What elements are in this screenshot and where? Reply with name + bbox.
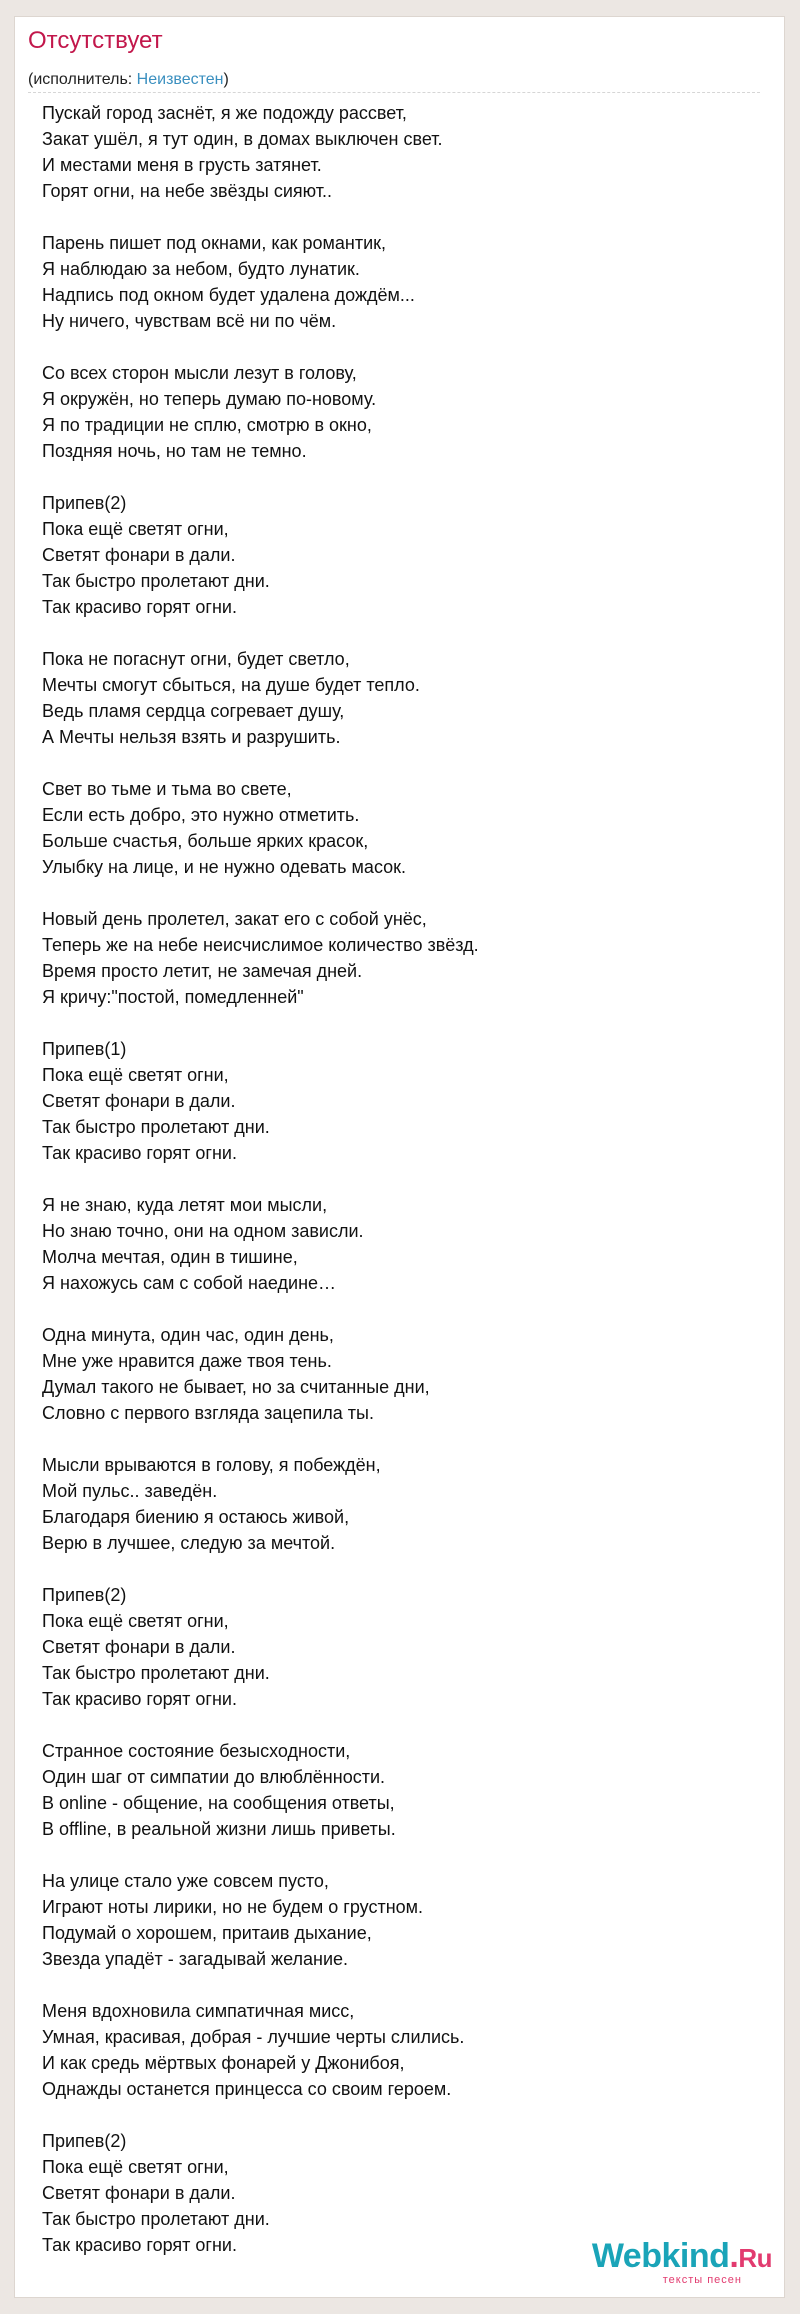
lyrics-line: Думал такого не бывает, но за считанные дни, [42, 1377, 430, 1397]
lyrics-line: Но знаю точно, они на одном зависли. [42, 1221, 364, 1241]
lyrics-line: Я кричу:"постой, помедленней" [42, 987, 304, 1007]
lyrics-line: Молча мечтая, один в тишине, [42, 1247, 298, 1267]
artist-suffix: ) [223, 71, 229, 88]
lyrics-line: Мой пульс.. заведён. [42, 1481, 218, 1501]
lyrics-stanza [42, 1452, 762, 1556]
lyrics-line: Припев(2) [42, 1585, 127, 1605]
lyrics-stanza [42, 646, 762, 750]
lyrics-stanza [42, 360, 762, 464]
logo-dot: . [729, 2237, 739, 2275]
lyrics-stanza [42, 906, 762, 1010]
lyrics-line: Припев(1) [42, 1039, 127, 1059]
lyrics-line: Так красиво горят огни. [42, 597, 237, 617]
lyrics-stanza [42, 1192, 762, 1296]
lyrics-line: Пока ещё светят огни, [42, 1611, 229, 1631]
logo-tld: Ru [738, 2243, 772, 2273]
lyrics-stanza [42, 1582, 762, 1712]
lyrics-line: Светят фонари в дали. [42, 1091, 236, 1111]
lyrics-line: Звезда упадёт - загадывай желание. [42, 1949, 349, 1969]
lyrics-line: Я по традиции не сплю, смотрю в окно, [42, 415, 372, 435]
lyrics-stanza [42, 1322, 762, 1426]
lyrics-line: Если есть добро, это нужно отметить. [42, 805, 360, 825]
artist-prefix: (исполнитель: [28, 71, 137, 88]
lyrics-line: Пока ещё светят огни, [42, 519, 229, 539]
lyrics-line: В online - общение, на сообщения ответы, [42, 1793, 395, 1813]
lyrics-line: Так быстро пролетают дни. [42, 571, 270, 591]
lyrics-line: Так быстро пролетают дни. [42, 1117, 270, 1137]
lyrics-line: Припев(2) [42, 2131, 127, 2151]
lyrics-line: Так быстро пролетают дни. [42, 1663, 270, 1683]
lyrics-line: Теперь же на небе неисчислимое количество звёзд. [42, 935, 479, 955]
lyrics-line: Так красиво горят огни. [42, 1143, 237, 1163]
site-logo[interactable] [592, 2238, 772, 2286]
lyrics-line: Время просто летит, не замечая дней. [42, 961, 363, 981]
lyrics-line: Светят фонари в дали. [42, 1637, 236, 1657]
lyrics-stanza [42, 1998, 762, 2102]
lyrics-line: Так красиво горят огни. [42, 1689, 237, 1709]
lyrics-line: Однажды останется принцесса со своим героем. [42, 2079, 452, 2099]
header-divider [28, 92, 760, 93]
lyrics-line: И как средь мёртвых фонарей у Джонибоя, [42, 2053, 405, 2073]
lyrics-line: Меня вдохновила симпатичная мисс, [42, 2001, 355, 2021]
lyrics-line: На улице стало уже совсем пусто, [42, 1871, 329, 1891]
lyrics-stanza [42, 1036, 762, 1166]
lyrics-line: Я наблюдаю за небом, будто лунатик. [42, 259, 360, 279]
lyrics-stanza [42, 230, 762, 334]
lyrics-line: Светят фонари в дали. [42, 545, 236, 565]
lyrics-line: В offline, в реальной жизни лишь приветы. [42, 1819, 396, 1839]
lyrics-line: Новый день пролетел, закат его с собой унёс, [42, 909, 427, 929]
lyrics-line: Я окружён, но теперь думаю по-новому. [42, 389, 377, 409]
lyrics-stanza [42, 100, 762, 204]
song-title: Отсутствует [28, 27, 163, 54]
lyrics-line: Мне уже нравится даже твоя тень. [42, 1351, 332, 1371]
lyrics-line: Играют ноты лирики, но не будем о грустном. [42, 1897, 424, 1917]
lyrics-line: Горят огни, на небе звёзды сияют.. [42, 181, 333, 201]
lyrics-line: Верю в лучшее, следую за мечтой. [42, 1533, 336, 1553]
logo-wordmark [592, 2238, 772, 2276]
lyrics-stanza [42, 1868, 762, 1972]
lyrics-line: Так красиво горят огни. [42, 2235, 237, 2255]
lyrics-line: Со всех сторон мысли лезут в голову, [42, 363, 357, 383]
lyrics-line: Парень пишет под окнами, как романтик, [42, 233, 387, 253]
lyrics-line: Пока ещё светят огни, [42, 2157, 229, 2177]
lyrics-line: Светят фонари в дали. [42, 2183, 236, 2203]
lyrics-line: А Мечты нельзя взять и разрушить. [42, 727, 341, 747]
lyrics-stanza [42, 1738, 762, 1842]
lyrics-line: Надпись под окном будет удалена дождём... [42, 285, 415, 305]
artist-line [28, 70, 229, 90]
lyrics-line: Умная, красивая, добрая - лучшие черты слились. [42, 2027, 465, 2047]
lyrics-line: Подумай о хорошем, притаив дыхание, [42, 1923, 372, 1943]
lyrics-stanza [42, 490, 762, 620]
lyrics-line: Странное состояние безысходности, [42, 1741, 351, 1761]
lyrics-line: Я не знаю, куда летят мои мысли, [42, 1195, 328, 1215]
lyrics-line: Ну ничего, чувствам всё ни по чём. [42, 311, 337, 331]
lyrics-line: Мысли врываются в голову, я побеждён, [42, 1455, 381, 1475]
lyrics-stanza [42, 776, 762, 880]
lyrics-line: Свет во тьме и тьма во свете, [42, 779, 292, 799]
lyrics-text [42, 100, 762, 2284]
lyrics-line: Мечты смогут сбыться, на душе будет тепло. [42, 675, 420, 695]
logo-tagline: тексты песен [662, 2274, 742, 2286]
logo-name: Webkind [591, 2237, 730, 2275]
lyrics-line: Благодаря биению я остаюсь живой, [42, 1507, 350, 1527]
artist-link[interactable]: Неизвестен [136, 71, 224, 88]
lyrics-line: Так быстро пролетают дни. [42, 2209, 270, 2229]
lyrics-line: Поздняя ночь, но там не темно. [42, 441, 307, 461]
lyrics-line: Словно с первого взгляда зацепила ты. [42, 1403, 374, 1423]
lyrics-line: Больше счастья, больше ярких красок, [42, 831, 369, 851]
lyrics-line: Я нахожусь сам с собой наедине… [42, 1273, 337, 1293]
lyrics-line: Пока ещё светят огни, [42, 1065, 229, 1085]
lyrics-line: Улыбку на лице, и не нужно одевать масок. [42, 857, 407, 877]
lyrics-line: И местами меня в грусть затянет. [42, 155, 322, 175]
lyrics-line: Пускай город заснёт, я же подожду рассвет, [42, 103, 407, 123]
lyrics-line: Ведь пламя сердца согревает душу, [42, 701, 345, 721]
lyrics-line: Пока не погаснут огни, будет светло, [42, 649, 350, 669]
lyrics-line: Один шаг от симпатии до влюблённости. [42, 1767, 386, 1787]
lyrics-line: Припев(2) [42, 493, 127, 513]
lyrics-line: Закат ушёл, я тут один, в домах выключен свет. [42, 129, 443, 149]
lyrics-line: Одна минута, один час, один день, [42, 1325, 334, 1345]
